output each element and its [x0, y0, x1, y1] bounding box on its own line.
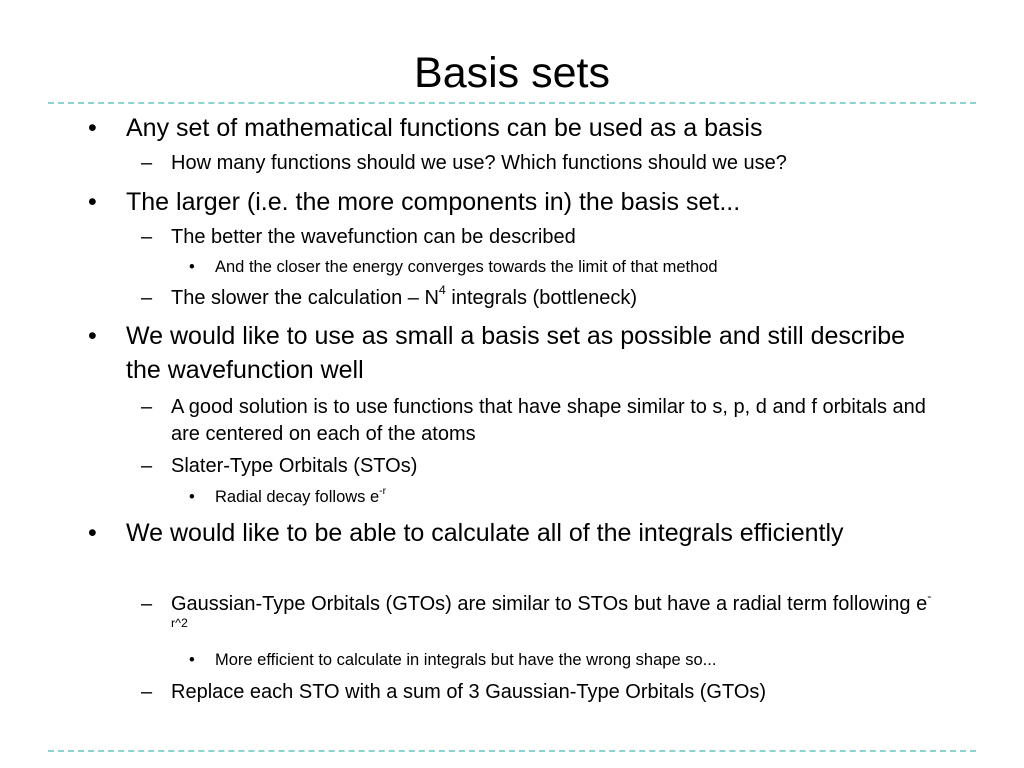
bullet-text: Gaussian-Type Orbitals (GTOs) are similar to STOs but have a radial term following e — [171, 593, 928, 615]
bullet-marker: • — [88, 322, 97, 350]
bullet-text: A good solution is to use functions that have shape similar to s, p, d and f orbitals and are centered on each of the atoms — [171, 396, 926, 445]
bullet-level2 — [141, 150, 946, 177]
bullet-level1 — [88, 319, 946, 387]
bullet-text: The better the wavefunction can be described — [171, 226, 576, 248]
slide-title: Basis sets — [414, 49, 610, 97]
bullet-level2 — [141, 394, 946, 448]
bullet-marker: • — [88, 519, 97, 547]
bullet-level3 — [189, 485, 945, 508]
bullet-text: The larger (i.e. the more components in) the basis set... — [126, 188, 741, 216]
bullet-text: Slater-Type Orbitals (STOs) — [171, 455, 418, 477]
bullet-text: Radial decay follows e — [215, 488, 380, 506]
bullet-level3 — [189, 256, 945, 278]
dash-marker: – — [141, 226, 153, 248]
bullet-text: We would like to be able to calculate all of the integrals efficiently — [126, 519, 844, 547]
bullet-level2 — [141, 453, 946, 480]
bullet-level2 — [141, 679, 946, 706]
footer-divider — [48, 750, 976, 752]
superscript: -r — [379, 485, 386, 497]
bullet-text: How many functions should we use? Which functions should we use? — [171, 152, 787, 174]
bullet-marker: • — [88, 188, 97, 216]
bullet-level1 — [88, 185, 946, 219]
bullet-text: More efficient to calculate in integrals but have the wrong shape so... — [215, 651, 717, 669]
bullet-marker: • — [189, 488, 195, 506]
dash-marker: – — [141, 396, 153, 418]
superscript: -r^2 — [171, 589, 932, 631]
bullet-marker: • — [189, 651, 195, 669]
bullet-marker: • — [189, 258, 195, 276]
bullet-level2 — [141, 283, 946, 312]
bullet-level2 — [141, 589, 946, 645]
bullet-level1 — [88, 516, 946, 550]
bullet-text: integrals (bottleneck) — [445, 287, 638, 309]
superscript: 4 — [438, 283, 446, 298]
bullet-text: Any set of mathematical functions can be used as a basis — [126, 114, 763, 142]
dash-marker: – — [141, 455, 153, 477]
bullet-text: We would like to use as small a basis set as possible and still describe the wavefunction well — [126, 322, 906, 384]
bullet-level2 — [141, 224, 946, 251]
bullet-marker: • — [88, 114, 97, 142]
dash-marker: – — [141, 152, 153, 174]
dash-marker: – — [141, 593, 153, 615]
bullet-level3 — [189, 649, 945, 671]
bullet-text: And the closer the energy converges towards the limit of that method — [215, 258, 718, 276]
bullet-text: Replace each STO with a sum of 3 Gaussian-Type Orbitals (GTOs) — [171, 681, 767, 703]
dash-marker: – — [141, 681, 153, 703]
bullet-level1 — [88, 111, 946, 145]
dash-marker: – — [141, 287, 153, 309]
bullet-text: The slower the calculation – N — [171, 287, 439, 309]
